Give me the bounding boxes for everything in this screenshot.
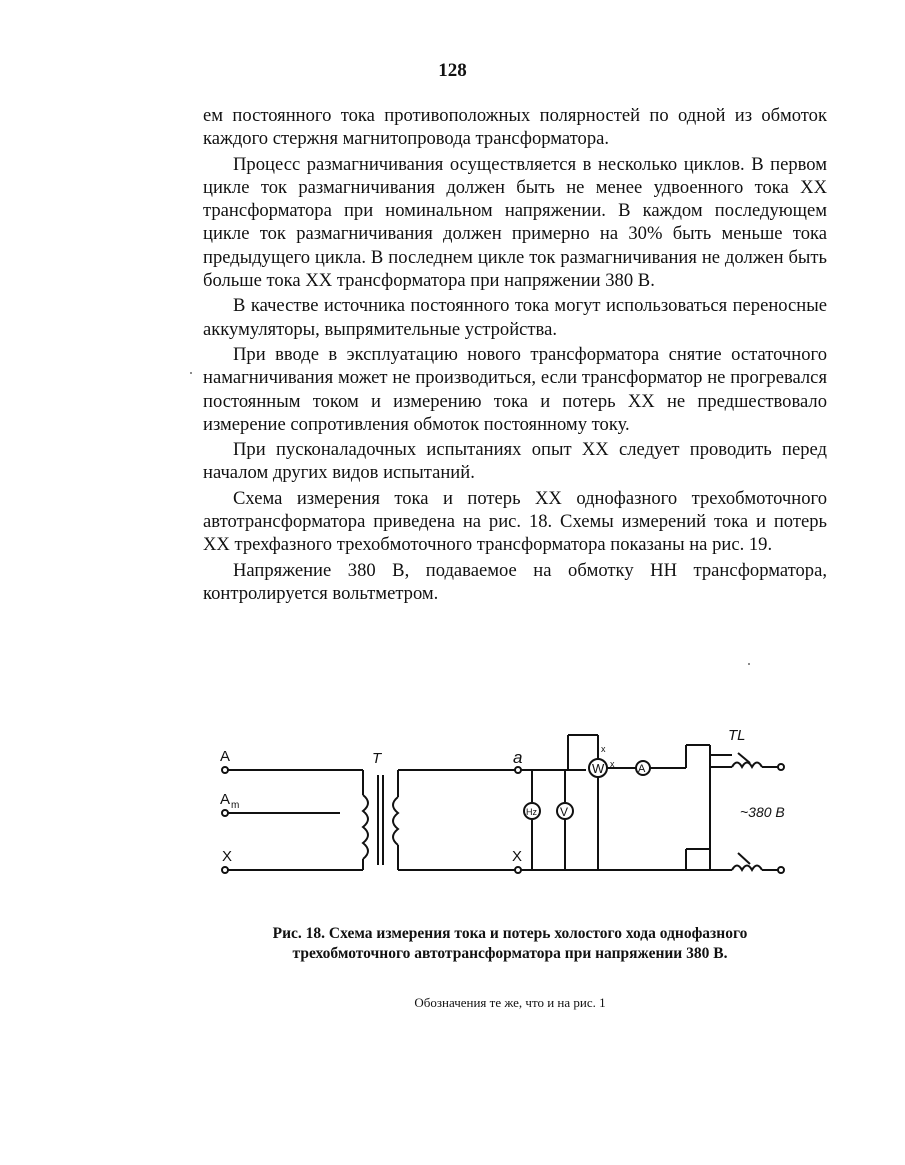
tl-upper-arrow xyxy=(738,753,750,763)
figure-caption-note: Обозначения те же, что и на рис. 1 xyxy=(414,995,606,1010)
scan-speck xyxy=(190,372,192,374)
ammeter-label: A xyxy=(638,763,646,775)
terminal-x-node xyxy=(222,867,228,873)
tl-lower-arrow xyxy=(738,853,750,864)
wattmeter-x1-label: x xyxy=(601,744,606,754)
wattmeter-label: W xyxy=(592,761,605,776)
supply-label: ~380 В xyxy=(740,804,785,820)
circuit-diagram-svg xyxy=(210,725,810,885)
terminal-x-lower-node xyxy=(515,867,521,873)
label-a-lower: a xyxy=(513,748,523,767)
paragraph: При пусконаладочных испытаниях опыт ХХ следует проводить перед началом других видов испытаний. xyxy=(203,439,827,484)
label-am: A xyxy=(220,791,231,808)
circuit-diagram xyxy=(210,725,810,885)
regulator-label: TL xyxy=(728,727,746,744)
body-text xyxy=(203,104,827,607)
label-x-lower: X xyxy=(512,848,523,865)
paragraph: В качестве источника постоянного тока могут использоваться переносные аккумуляторы, выпрямительные устройства. xyxy=(203,295,827,340)
terminal-am-node xyxy=(222,810,228,816)
label-a-upper: A xyxy=(220,748,231,765)
voltmeter-label: V xyxy=(560,805,569,819)
supply-terminal-top xyxy=(778,764,784,770)
terminal-a-lower-node xyxy=(515,767,521,773)
tl-lower-coil xyxy=(732,866,762,871)
tl-upper-coil xyxy=(732,763,762,768)
paragraph: ем постоянного тока противоположных полярностей по одной из обмоток каждого стержня магнитопровода трансформатора. xyxy=(203,105,827,150)
paragraph: Процесс размагничивания осуществляется в несколько циклов. В первом цикле ток размагничивания должен быть не менее удвоенного тока ХХ трансформатора при номинальном напряжении. В каждом последующем цикле ток размагничивания должен примерно на 30% быть меньше тока предыдущего цикла. В последнем цикле ток размагничивания не должен быть больше тока ХХ трансформатора при напряжении 380 В. xyxy=(203,153,827,292)
label-am-sub: m xyxy=(231,800,240,811)
scan-speck xyxy=(748,663,750,665)
page-number: 128 xyxy=(438,60,467,81)
paragraph: Напряжение 380 В, подаваемое на обмотку НН трансформатора, контролируется вольтметром. xyxy=(203,559,827,604)
supply-terminal-bottom xyxy=(778,867,784,873)
paragraph: Схема измерения тока и потерь ХХ однофазного трехобмоточного автотрансформатора приведена на рис. 18. Схемы измерений тока и потерь ХХ трехфазного трехобмоточного трансформатора показаны на рис. 19. xyxy=(203,487,827,556)
wattmeter-x2-label: x xyxy=(610,759,615,769)
primary-winding xyxy=(363,795,368,859)
hz-meter-label: Hz xyxy=(526,807,537,817)
paragraph: При вводе в эксплуатацию нового трансформатора снятие остаточного намагничивания может не производиться, если трансформатор не прогревался постоянным током и измерению тока и потерь ХХ не предшествовало измерение сопротивления обмоток постоянному току. xyxy=(203,343,827,435)
label-transformer: T xyxy=(372,750,382,767)
label-x-upper: X xyxy=(222,848,233,865)
terminal-a-node xyxy=(222,767,228,773)
secondary-winding xyxy=(393,797,398,845)
figure-caption: Рис. 18. Схема измерения тока и потерь холостого хода однофазного трехобмоточного автотрансформатора при напряжении 380 В. xyxy=(272,925,748,962)
